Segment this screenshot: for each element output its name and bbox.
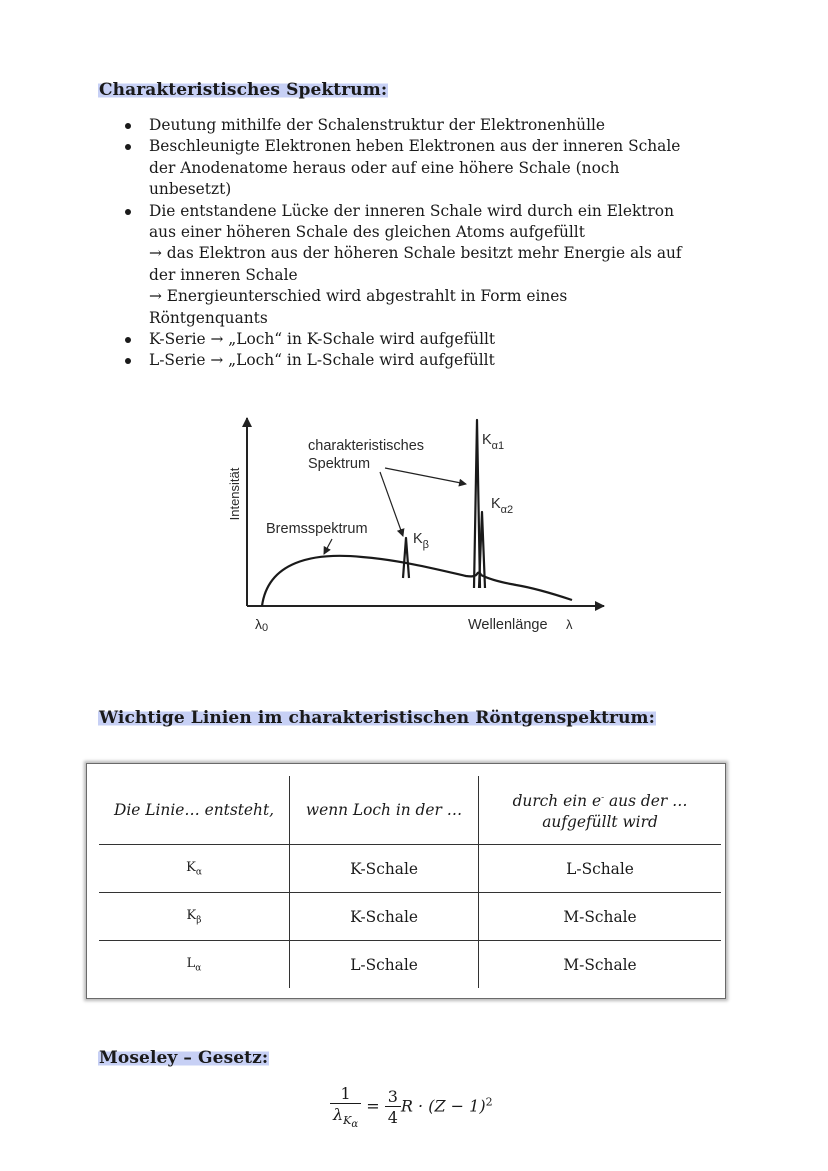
text-line: der Anodenatome heraus oder auf eine höhere Schale (noch	[149, 158, 620, 177]
list-item	[124, 136, 734, 200]
text-line: Beschleunigte Elektronen heben Elektronen aus der inneren Schale	[149, 137, 681, 156]
formula-equals: =	[366, 1096, 380, 1116]
kalpha1-label: $K_{\alpha 1}$	[482, 432, 505, 452]
table-cell: $K_\alpha$	[99, 845, 290, 893]
xray-spectrum-diagram	[220, 412, 610, 637]
table-cell: M-Schale	[479, 941, 721, 989]
moseley-formula	[330, 1084, 493, 1130]
text-line: K-Serie → „Loch“ in K-Schale wird aufgefüllt	[149, 330, 496, 349]
table-cell: M-Schale	[479, 893, 721, 941]
list-item	[124, 329, 734, 350]
annotation-arrow	[324, 539, 332, 554]
section-heading-moseley-law: Moseley – Gesetz:	[99, 1048, 269, 1068]
lines-table-frame	[86, 763, 726, 999]
table-row	[99, 845, 721, 893]
table-row	[99, 941, 721, 989]
kalpha2-label: $K_{\alpha 2}$	[491, 496, 514, 516]
formula-exponent: 2	[485, 1095, 493, 1109]
table-cell: $L_\alpha$	[186, 955, 202, 974]
bullet-list	[124, 115, 734, 372]
text-line: der inneren Schale	[149, 265, 298, 284]
table-header: Die Linie… entsteht,	[99, 776, 290, 845]
formula-rhs: R · (Z − 1)	[400, 1096, 486, 1116]
text-line: → Energieunterschied wird abgestrahlt in Form eines	[149, 287, 568, 306]
section-heading-characteristic-spectrum: Charakteristisches Spektrum:	[99, 80, 388, 100]
kbeta-peak	[403, 538, 409, 578]
formula-rhs-fraction: $\frac{3}{4}$	[385, 1087, 401, 1127]
list-item	[124, 350, 734, 371]
kbeta-label: $K_\beta$	[413, 531, 429, 551]
lambda0-label: λ0	[255, 616, 269, 634]
text-line: unbesetzt)	[149, 180, 232, 199]
lambda-symbol: λ	[566, 617, 573, 632]
lines-table	[99, 776, 721, 988]
text-line: aus einer höheren Schale des gleichen Atoms aufgefüllt	[149, 223, 585, 242]
table-cell: L-Schale	[290, 941, 479, 989]
annotation-arrow	[380, 472, 403, 536]
text-line: L-Serie → „Loch“ in L-Schale wird aufgefüllt	[149, 351, 495, 370]
char-spectrum-label: charakteristisches	[308, 438, 425, 454]
table-cell: $K_\beta$	[99, 893, 290, 941]
table-cell: K-Schale	[290, 893, 479, 941]
table-header: wenn Loch in der …	[290, 776, 479, 845]
text-line: → das Elektron aus der höheren Schale besitzt mehr Energie als auf	[149, 244, 682, 263]
table-row	[99, 893, 721, 941]
text-line: Deutung mithilfe der Schalenstruktur der Elektronenhülle	[149, 116, 606, 134]
header-text: aufgefüllt wird	[542, 812, 658, 831]
brems-label: Bremsspektrum	[266, 521, 368, 537]
y-axis-label: Intensität	[227, 467, 242, 521]
table-cell: K-Schale	[290, 845, 479, 893]
section-heading-important-lines: Wichtige Linien im charakteristischen Röntgenspektrum:	[99, 708, 656, 728]
char-spectrum-label: Spektrum	[308, 456, 371, 472]
list-item	[124, 201, 734, 329]
text-line: Die entstandene Lücke der inneren Schale wird durch ein Elektron	[149, 201, 674, 220]
formula-lhs-fraction: $\frac{1}{\lambda_{K_\alpha}}$	[330, 1084, 361, 1130]
header-text: aus der …	[604, 792, 688, 811]
header-text: durch ein e	[512, 792, 602, 811]
table-cell: L-Schale	[479, 845, 721, 893]
table-header-row	[99, 776, 721, 845]
text-line: Röntgenquants	[149, 308, 268, 327]
list-item	[124, 115, 734, 136]
annotation-arrow	[385, 468, 466, 484]
table-header	[479, 776, 721, 845]
bremsspectrum-curve	[262, 556, 572, 606]
x-axis-label: Wellenlänge	[468, 617, 548, 633]
header-text: -	[601, 793, 605, 804]
